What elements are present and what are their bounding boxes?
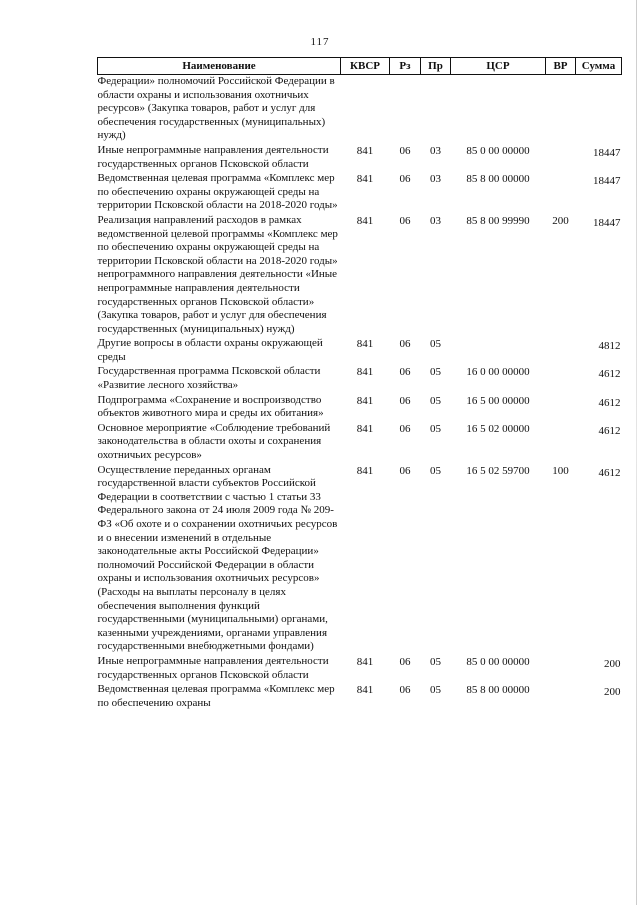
row-name: Реализация направлений расходов в рамках ведомственной целевой программы «Комплекс мер по обеспечению охраны окружающей среды на территории Псковской области на 2018-2020 годы» непрограммного направления деятельности «Иные непрограммные направления деятельности государственных органов Псковской области» (Закупка товаров, работ и услуг для обеспечения государственных (муниципальных) нужд) — [97, 213, 338, 335]
table-row — [98, 144, 622, 172]
row-vr — [546, 75, 576, 144]
row-kvsr — [341, 75, 390, 144]
row-pr: 05 — [430, 464, 441, 477]
row-vr: 200 — [552, 214, 569, 227]
row-name: Иные непрограммные направления деятельности государственных органов Псковской области — [97, 143, 329, 170]
row-vr — [546, 655, 576, 683]
row-sum — [576, 75, 622, 144]
row-name: Федерации» полномочий Российской Федерации в области охраны и использования охотничьих ресурсов» (Закупка товаров, работ и услуг для обеспечения государственных (муниципальных) нужд) — [97, 75, 335, 142]
table-row — [98, 75, 622, 144]
table-row — [98, 655, 622, 683]
row-sum: 200 — [604, 657, 621, 670]
row-sum: 4612 — [598, 424, 621, 437]
row-csr: 16 5 00 00000 — [466, 394, 530, 407]
row-kvsr: 841 — [356, 655, 374, 668]
row-csr: 85 8 00 00000 — [466, 173, 530, 186]
row-sum: 18447 — [593, 216, 621, 229]
row-pr: 05 — [430, 422, 441, 435]
row-rz: 06 — [399, 173, 411, 186]
row-rz — [390, 75, 421, 144]
table-row — [98, 422, 622, 464]
row-vr — [546, 394, 576, 422]
table-row — [98, 214, 622, 337]
row-csr: 16 5 02 59700 — [466, 464, 530, 477]
header-kvsr: КВСР — [341, 58, 390, 75]
row-vr — [546, 172, 576, 214]
row-vr — [546, 683, 576, 711]
row-vr — [546, 337, 576, 365]
row-pr — [421, 75, 451, 144]
row-sum: 4612 — [598, 368, 621, 381]
row-kvsr: 841 — [356, 214, 374, 227]
row-csr: 85 8 00 99990 — [466, 214, 530, 227]
row-vr — [546, 144, 576, 172]
scan-edge — [636, 0, 637, 905]
row-rz: 06 — [399, 144, 411, 157]
row-name: Государственная программа Псковской области «Развитие лесного хозяйства» — [97, 365, 321, 392]
row-kvsr: 841 — [356, 338, 374, 351]
row-sum: 4812 — [598, 340, 621, 353]
row-rz: 06 — [399, 464, 411, 477]
row-pr: 05 — [430, 655, 441, 668]
row-sum: 4612 — [598, 396, 621, 409]
row-rz: 06 — [399, 366, 411, 379]
row-vr — [546, 422, 576, 464]
header-rz: Рз — [390, 58, 421, 75]
row-csr — [451, 75, 546, 144]
row-name: Осуществление переданных органам государственной власти субъектов Российской Федерации в соответствии с частью 1 статьи 33 Федерального закона от 24 июля 2009 года № 209-ФЗ «Об охоте и о сохранении охотничьих ресурсов и о внесении изменений в отдельные законодательные акты Российской Федерации» полномочий Российской Федерации в области охраны и использования охотничьих ресурсов» (Расходы на выплаты персоналу в целях обеспечения выполнения функций государственными (муниципальными) органами, казенными учреждениями, органами управления государственными внебюджетными фондами) — [97, 463, 338, 653]
row-kvsr: 841 — [356, 173, 374, 186]
row-kvsr: 841 — [356, 684, 374, 697]
row-sum: 4612 — [598, 466, 621, 479]
row-pr: 05 — [430, 338, 441, 351]
row-csr: 85 8 00 00000 — [466, 684, 530, 697]
row-rz: 06 — [399, 655, 411, 668]
table-row — [98, 365, 622, 393]
header-name: Наименование — [98, 58, 341, 75]
row-pr: 03 — [430, 144, 441, 157]
header-csr: ЦСР — [451, 58, 546, 75]
budget-table — [97, 57, 622, 711]
row-kvsr: 841 — [356, 144, 374, 157]
row-csr: 85 0 00 00000 — [466, 655, 530, 668]
table-row — [98, 683, 622, 711]
row-name: Другие вопросы в области охраны окружающей среды — [97, 337, 323, 363]
row-name: Ведомственная целевая программа «Комплекс мер по обеспечению охраны окружающей среды на территории Псковской области на 2018-2020 годы» — [97, 172, 338, 212]
row-rz: 06 — [399, 394, 411, 407]
table-row — [98, 172, 622, 214]
row-pr: 03 — [430, 173, 441, 186]
row-name: Основное мероприятие «Соблюдение требований законодательства в области охоты и сохранения охотничьих ресурсов» — [97, 421, 331, 462]
row-kvsr: 841 — [356, 366, 374, 379]
row-rz: 06 — [399, 214, 411, 227]
row-kvsr: 841 — [356, 394, 374, 407]
row-csr — [451, 337, 546, 365]
row-kvsr: 841 — [356, 464, 374, 477]
row-name: Ведомственная целевая программа «Комплекс мер по обеспечению охраны — [97, 683, 335, 709]
row-name: Иные непрограммные направления деятельности государственных органов Псковской области — [97, 654, 329, 681]
table-row — [98, 394, 622, 422]
row-pr: 05 — [430, 394, 441, 407]
header-vr: ВР — [546, 58, 576, 75]
table-header-row — [98, 58, 622, 75]
row-vr — [546, 365, 576, 393]
header-pr: Пр — [421, 58, 451, 75]
row-sum: 18447 — [593, 146, 621, 159]
row-name: Подпрограмма «Сохранение и воспроизводство объектов животного мира и среды их обитания» — [97, 393, 324, 420]
row-sum: 18447 — [593, 175, 621, 188]
row-rz: 06 — [399, 422, 411, 435]
row-pr: 03 — [430, 214, 441, 227]
table-row — [98, 464, 622, 655]
row-csr: 85 0 00 00000 — [466, 144, 530, 157]
row-pr: 05 — [430, 684, 441, 697]
row-csr: 16 5 02 00000 — [466, 422, 530, 435]
header-sum: Сумма — [576, 58, 622, 75]
table-row — [98, 337, 622, 365]
row-csr: 16 0 00 00000 — [466, 366, 530, 379]
row-rz: 06 — [399, 338, 411, 351]
table-body — [98, 75, 622, 712]
row-pr: 05 — [430, 366, 441, 379]
row-vr: 100 — [552, 464, 569, 477]
row-kvsr: 841 — [356, 422, 374, 435]
row-sum: 200 — [604, 686, 621, 699]
row-rz: 06 — [399, 684, 411, 697]
page-number: 117 — [310, 36, 330, 48]
